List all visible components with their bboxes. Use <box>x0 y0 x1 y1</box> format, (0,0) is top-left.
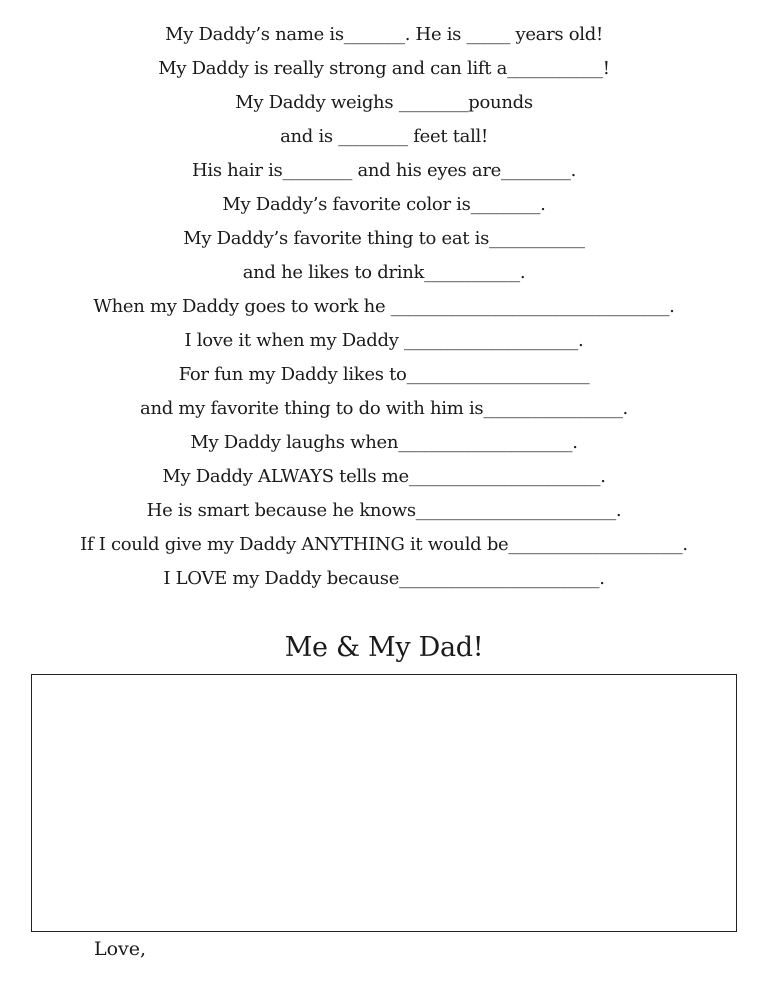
line-hair-eyes: His hair is________ and his eyes are________. <box>191 160 577 181</box>
closing-love: Love, <box>94 938 147 960</box>
line-daddy-strong: My Daddy is really strong and can lift a___________! <box>158 58 610 79</box>
line-for-fun: For fun my Daddy likes to_____________________ <box>178 364 590 385</box>
line-daddy-weighs: My Daddy weighs ________pounds <box>235 92 533 113</box>
drawing-box <box>31 674 737 932</box>
line-goes-to-work: When my Daddy goes to work he ________________________________. <box>93 296 675 317</box>
line-love-it-when: I love it when my Daddy ____________________. <box>184 330 584 351</box>
line-favorite-food: My Daddy’s favorite thing to eat is___________ <box>183 228 585 249</box>
line-love-because: I LOVE my Daddy because_______________________. <box>163 568 605 589</box>
drawing-title: Me & My Dad! <box>284 632 484 663</box>
line-favorite-color: My Daddy’s favorite color is________. <box>222 194 546 215</box>
line-daddy-height: and is ________ feet tall! <box>280 126 488 147</box>
line-give-anything: If I could give my Daddy ANYTHING it would be____________________. <box>80 534 688 555</box>
line-favorite-drink: and he likes to drink___________. <box>242 262 526 283</box>
line-daddy-name-age: My Daddy’s name is_______. He is _____ years old! <box>165 24 603 45</box>
fill-in-lines <box>0 18 768 596</box>
line-always-tells-me: My Daddy ALWAYS tells me______________________. <box>162 466 606 487</box>
line-daddy-laughs: My Daddy laughs when____________________. <box>190 432 578 453</box>
line-favorite-thing-with-him: and my favorite thing to do with him is________________. <box>140 398 628 419</box>
line-smart-because: He is smart because he knows_______________________. <box>146 500 622 521</box>
